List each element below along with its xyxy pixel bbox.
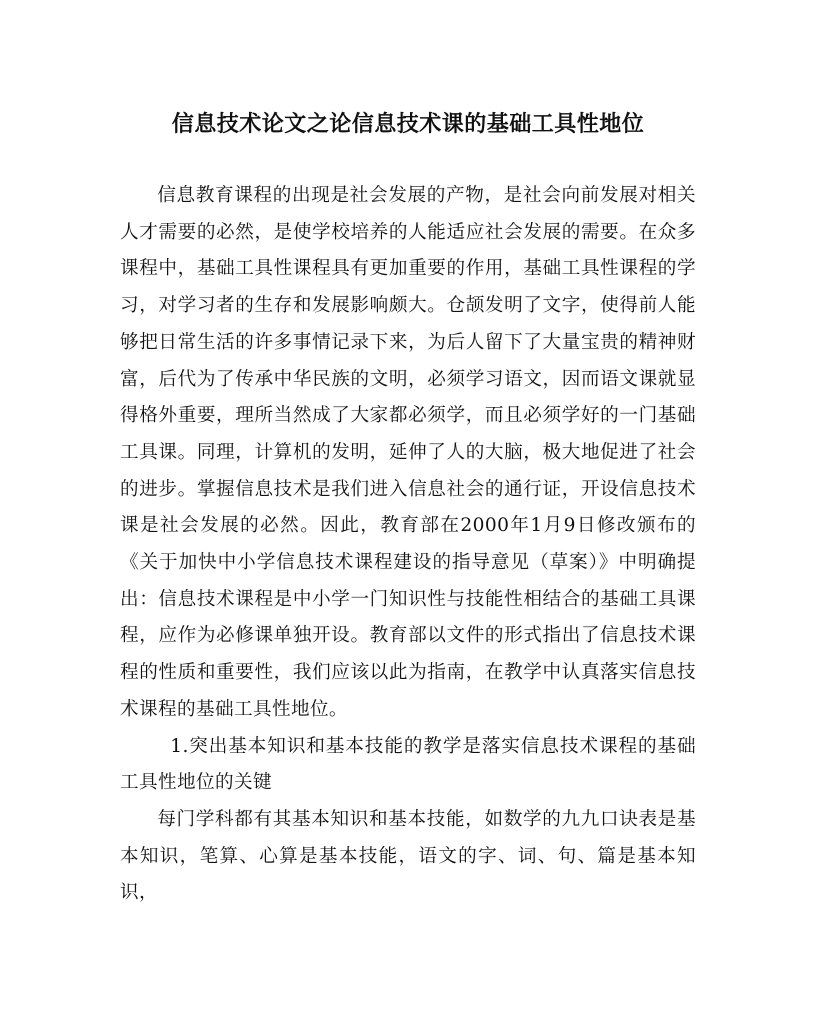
paragraph-intro: 信息教育课程的出现是社会发展的产物，是社会向前发展对相关人才需要的必然，是使学校培养的人能适应社会发展的需要。在众多课程中，基础工具性课程具有更加重要的作用，基础工具性课程的学习，对学习者的生存和发展影响颇大。仓颉发明了文字，使得前人能够把日常生活的许多事情记录下来，为后人留下了大量宝贵的精神财富，后代为了传承中华民族的文明，必须学习语文，因而语文课就显得格外重要，理所当然成了大家都必须学，而且必须学好的一门基础工具课。同理，计算机的发明，延伸了人的大脑，极大地促进了社会的进步。掌握信息技术是我们进入信息社会的通行证，开设信息技术课是社会发展的必然。因此，教育部在2000年1月9日修改颁布的《关于加快中小学信息技术课程建设的指导意见（草案）》中明确提出：信息技术课程是中小学一门知识性与技能性相结合的基础工具课程，应作为必修课单独开设。教育部以文件的形式指出了信息技术课程的性质和重要性，我们应该以此为指南，在教学中认真落实信息技术课程的基础工具性地位。 — [120, 185, 696, 720]
paragraph-basics: 每门学科都有其基本知识和基本技能，如数学的九九口诀表是基本知识，笔算、心算是基本技能，语文的字、词、句、篇是基本知识， — [120, 808, 696, 904]
document-body — [120, 178, 696, 912]
section-heading-1: 1.突出基本知识和基本技能的教学是落实信息技术课程的基础工具性地位的关键 — [120, 735, 696, 794]
document-title: 信息技术论文之论信息技术课的基础工具性地位 — [171, 111, 645, 137]
